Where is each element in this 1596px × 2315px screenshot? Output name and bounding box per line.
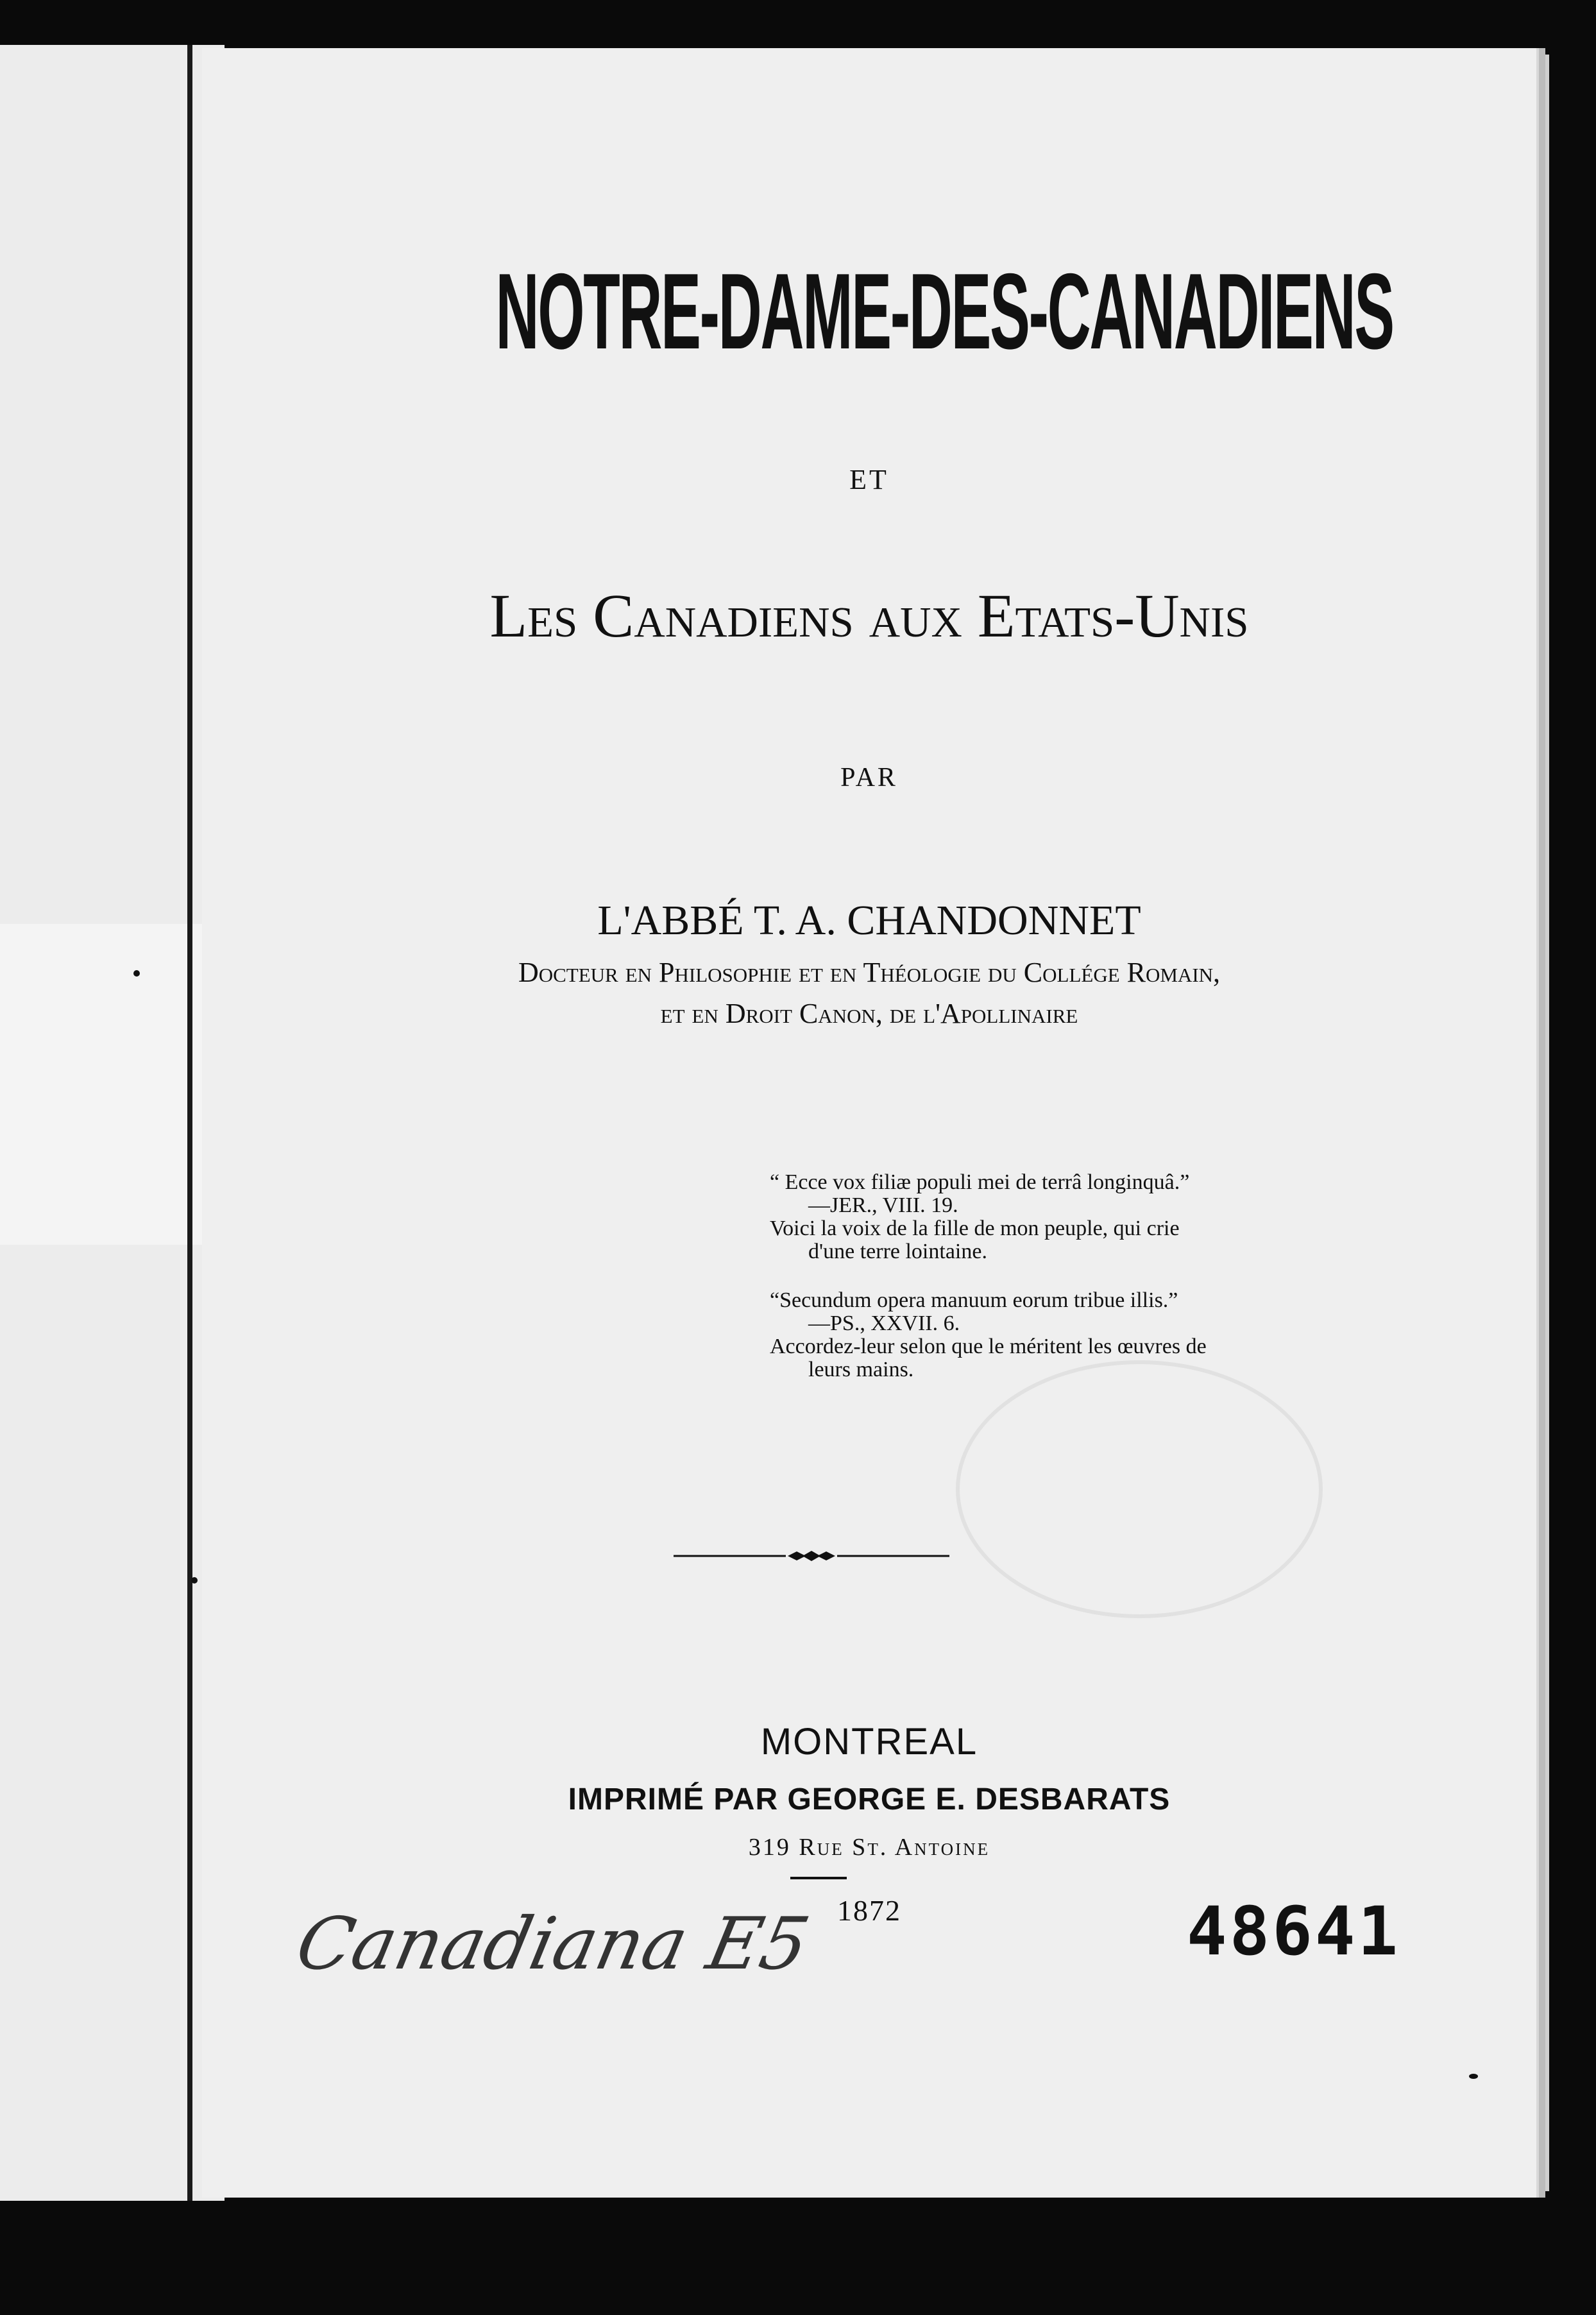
epigraph-source: —PS., XXVII. 6.: [808, 1311, 960, 1335]
epigraph-translation-cont: d'une terre lointaine.: [808, 1240, 987, 1263]
epigraph-quote: “Secundum opera manuum eorum tribue illis.”: [770, 1288, 1178, 1312]
accession-number: 48641: [1187, 1892, 1401, 1970]
imprint-address: 319 Rue St. Antoine: [748, 1834, 990, 1861]
speck: [1469, 2074, 1478, 2079]
faint-library-stamp: [956, 1360, 1323, 1618]
author-credentials-line-1: Docteur en Philosophie et en Théologie du Collége Romain,: [518, 957, 1221, 988]
imprint-year: 1872: [837, 1894, 901, 1927]
book-title: NOTRE-DAME-DES-CANADIENS: [495, 251, 1393, 372]
book-gutter: [187, 45, 192, 2201]
facing-page-flap: [0, 924, 218, 1245]
epigraph-quote: “ Ecce vox filiæ populi mei de terrâ longinquâ.”: [770, 1170, 1190, 1194]
handwritten-note: Canadiana E5: [289, 1902, 817, 1986]
epigraph-translation-cont: leurs mains.: [808, 1358, 914, 1381]
imprint-printer: IMPRIMÉ PAR GEORGE E. DESBARATS: [568, 1782, 1171, 1816]
author-name: L'ABBÉ T. A. CHANDONNET: [597, 897, 1141, 944]
book-subtitle: Les Canadiens aux Etats-Unis: [489, 581, 1249, 650]
page-edge: [1536, 55, 1549, 2191]
epigraph-source: —JER., VIII. 19.: [808, 1193, 958, 1217]
epigraph-translation: Voici la voix de la fille de mon peuple, qui crie: [770, 1217, 1180, 1240]
ornamental-divider: [674, 1550, 949, 1562]
speck: [191, 1577, 198, 1584]
title-conjunction: ET: [849, 464, 889, 495]
year-rule: [790, 1877, 847, 1879]
speck: [133, 970, 140, 977]
author-credentials-line-2: et en Droit Canon, de l'Apollinaire: [660, 998, 1078, 1029]
imprint-city: MONTREAL: [760, 1721, 978, 1763]
epigraph-translation: Accordez-leur selon que le méritent les œuvres de: [770, 1335, 1207, 1358]
by-line: PAR: [840, 763, 898, 792]
epigraphs: [770, 1171, 1334, 1381]
